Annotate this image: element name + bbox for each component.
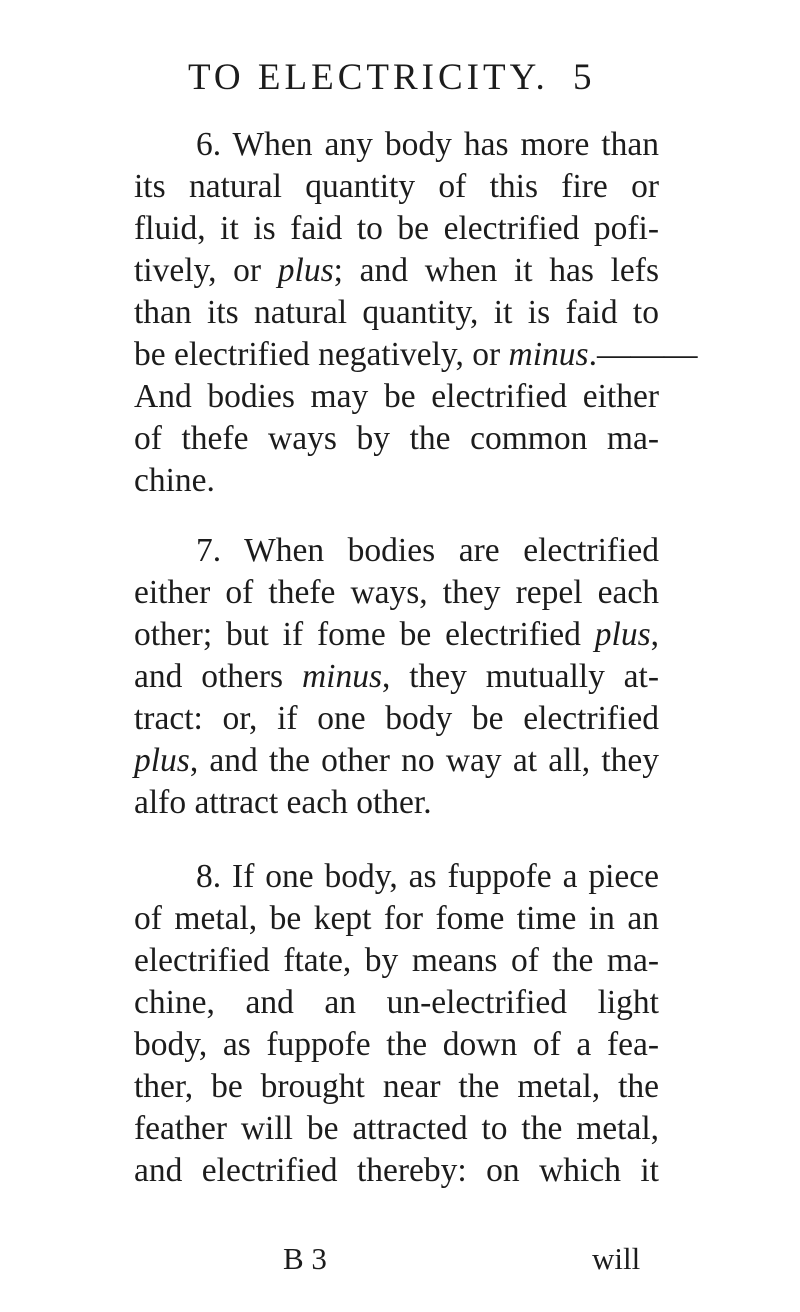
paragraph-number: 6. <box>196 126 222 163</box>
signature-mark: B 3 <box>283 1241 327 1276</box>
text-line: ther, be brought near the metal, the <box>134 1068 659 1105</box>
text-line: feather will be attracted to the metal, <box>134 1110 659 1147</box>
italic-term: plus <box>277 252 334 289</box>
text-line: other; but if fome be electrified plus, <box>134 616 659 653</box>
text-line: tract: or, if one body be electrified <box>134 700 659 737</box>
text-line: tively, or plus; and when it has lefs <box>134 252 659 289</box>
italic-term: minus <box>508 336 589 373</box>
text-line: alfo attract each other. <box>134 784 432 821</box>
page-number: 5 <box>573 57 592 98</box>
text-line: 7. When bodies are electrified <box>196 532 659 569</box>
italic-term: minus <box>301 658 382 695</box>
running-header <box>0 56 800 100</box>
text-line: electrified ftate, by means of the ma- <box>134 942 659 979</box>
text-line: either of thefe ways, they repel each <box>134 574 659 611</box>
paragraph-number: 8. <box>196 858 222 895</box>
text-line: body, as fuppofe the down of a fea- <box>134 1026 659 1063</box>
text-line: of thefe ways by the common ma- <box>134 420 659 457</box>
text-line: its natural quantity of this fire or <box>134 168 659 205</box>
text-line: of metal, be kept for fome time in an <box>134 900 659 937</box>
text-line: And bodies may be electrified either <box>134 378 659 415</box>
text-line: and others minus, they mutually at- <box>134 658 659 695</box>
italic-term: plus <box>134 742 190 779</box>
text-line: chine, and an un-electrified light <box>134 984 659 1021</box>
text-line: 8. If one body, as fuppofe a piece <box>196 858 660 895</box>
page-footer <box>0 1238 800 1280</box>
text-line: and electrified thereby: on which it <box>134 1152 659 1189</box>
text-line: than its natural quantity, it is faid to <box>134 294 659 331</box>
text-line: chine. <box>134 462 215 499</box>
paragraph-number: 7. <box>196 532 222 569</box>
text-line: 6. When any body has more than <box>196 126 659 163</box>
italic-term: plus <box>594 616 651 653</box>
running-title: TO ELECTRICITY. <box>188 57 549 98</box>
text-line: be electrified negatively, or minus.——— <box>134 336 698 373</box>
text-line: plus, and the other no way at all, they <box>134 742 659 779</box>
catchword: will <box>592 1241 641 1276</box>
text-line: fluid, it is faid to be electrified pofi- <box>134 210 659 247</box>
